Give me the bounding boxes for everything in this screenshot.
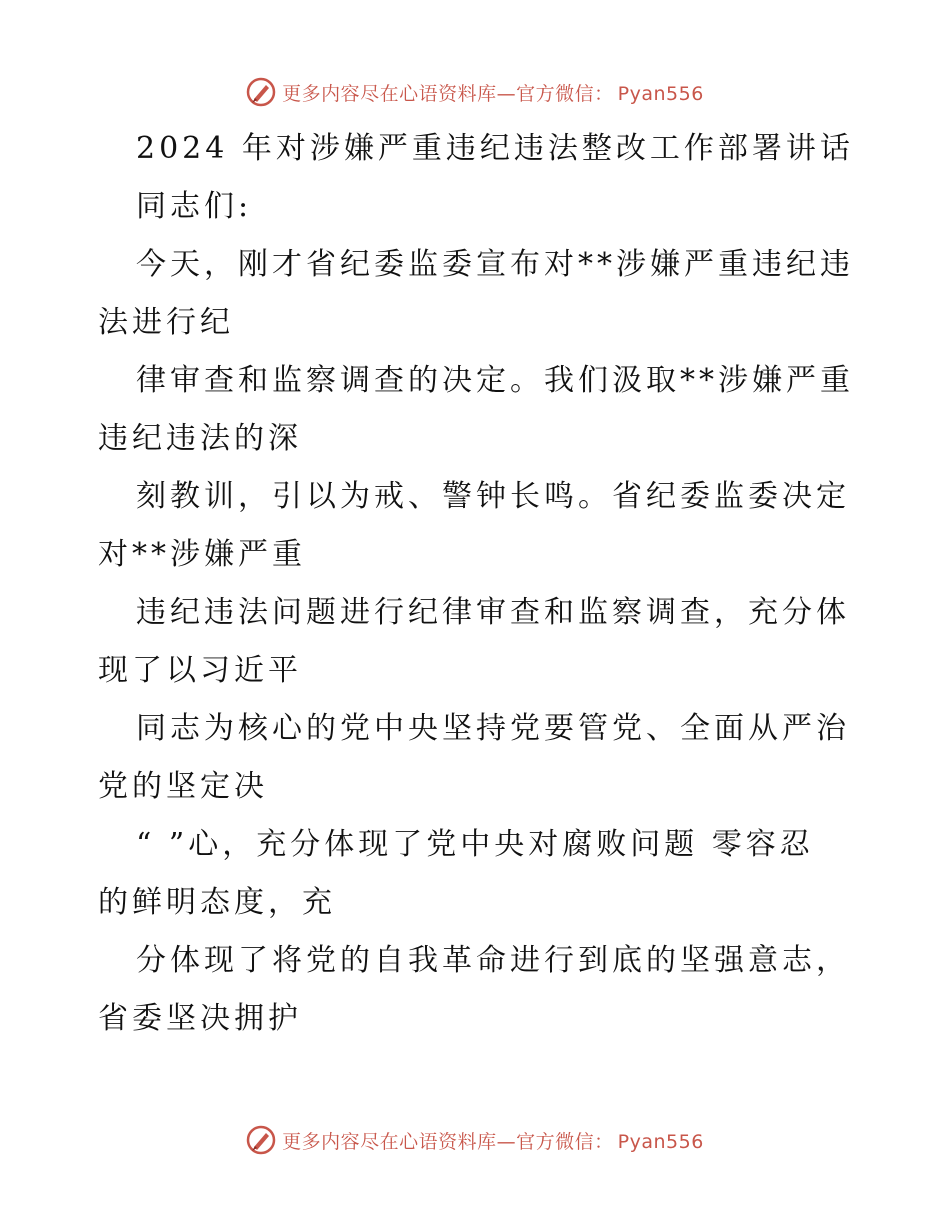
text-line: 党的坚定决 xyxy=(98,769,268,804)
text-line: 违纪违法问题进行纪律审查和监察调查，充分体 xyxy=(136,595,850,630)
text-line: 刻教训，引以为戒、警钟长鸣。省纪委监委决定 xyxy=(136,479,850,514)
watermark-text: 更多内容尽在心语资料库—官方微信： Pyan556 xyxy=(282,82,704,105)
text-line: 今天，刚才省纪委监委宣布对**涉嫌严重违纪违 xyxy=(136,247,854,282)
text-line: 省委坚决拥护 xyxy=(98,1001,302,1036)
text-line: 法进行纪 xyxy=(98,305,234,340)
text-line: “ ”心，充分体现了党中央对腐败问题 零容忍 xyxy=(136,827,814,862)
watermark-footer xyxy=(0,1120,950,1160)
document-title: 2024 年对涉嫌严重违纪违法整改工作部署讲话 xyxy=(136,131,854,166)
watermark-text: 更多内容尽在心语资料库—官方微信： Pyan556 xyxy=(282,1130,704,1153)
text-line: 同志为核心的党中央坚持党要管党、全面从严治 xyxy=(136,711,850,746)
watermark-wechat-id: Pyan556 xyxy=(617,82,704,105)
document-body xyxy=(98,120,858,1048)
text-line: 的鲜明态度，充 xyxy=(98,885,336,920)
pen-logo-icon xyxy=(246,77,276,107)
text-line: 违纪违法的深 xyxy=(98,421,302,456)
text-line: 对**涉嫌严重 xyxy=(98,537,306,572)
text-line: 律审查和监察调查的决定。我们汲取**涉嫌严重 xyxy=(136,363,854,398)
watermark-wechat-id: Pyan556 xyxy=(617,1130,704,1153)
watermark-header xyxy=(0,72,950,112)
pen-logo-icon xyxy=(246,1125,276,1155)
text-line: 分体现了将党的自我革命进行到底的坚强意志， xyxy=(136,943,850,978)
text-line: 现了以习近平 xyxy=(98,653,302,688)
text-line: 同志们: xyxy=(136,189,253,224)
